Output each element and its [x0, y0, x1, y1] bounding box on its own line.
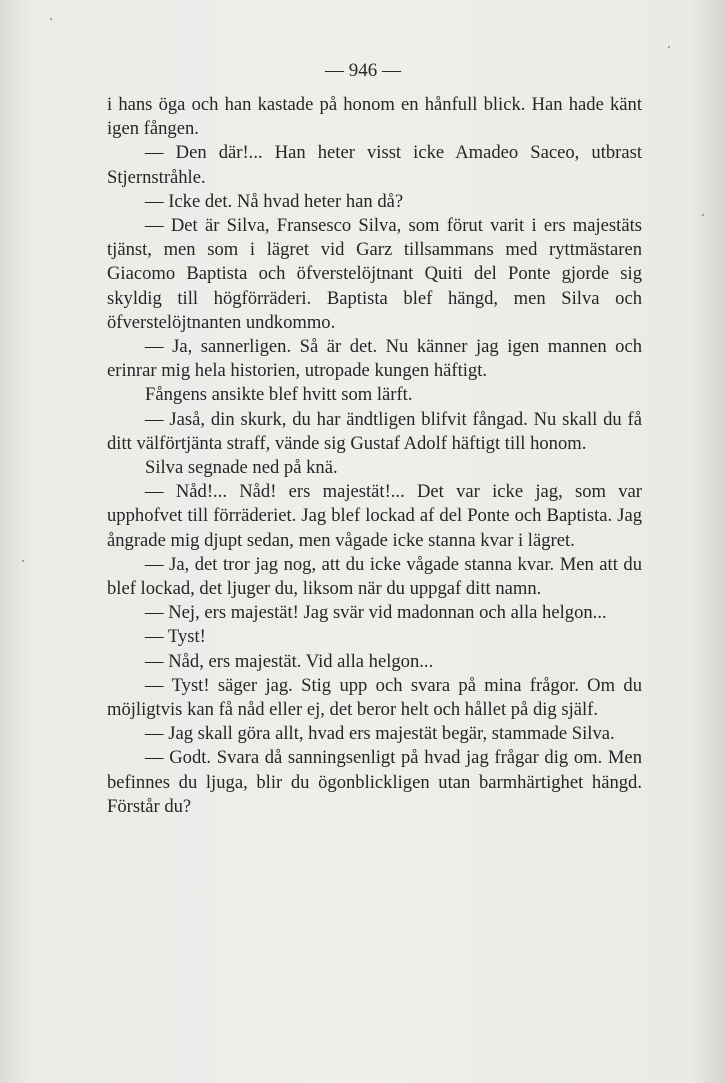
paragraph: — Nej, ers majestät! Jag svär vid madonnan och alla helgon... — [145, 602, 607, 624]
page-speck — [50, 18, 52, 20]
paragraph: — Jaså, din skurk, du har ändtligen blifvit fångad. Nu skall du få ditt välförtjänta straff, vände sig Gustaf Adolf häftigt till honom. — [107, 408, 642, 454]
paragraph: — Icke det. Nå hvad heter han då? — [145, 190, 404, 212]
body-text — [107, 93, 642, 819]
paragraph: — Godt. Svara då sanningsenligt på hvad jag frågar dig om. Men befinnes du ljuga, blir du ögonblickligen utan barmhärtighet hängd. Förstår du? — [107, 747, 642, 817]
paragraph: Fångens ansikte blef hvitt som lärft. — [145, 384, 413, 406]
paragraph: — Ja, det tror jag nog, att du icke vågade stanna kvar. Men att du blef lockad, det ljuger du, liksom när du uppgaf ditt namn. — [107, 553, 642, 600]
paragraph: — Nåd, ers majestät. Vid alla helgon... — [145, 650, 434, 672]
paragraph: i hans öga och han kastade på honom en hånfull blick. Han hade känt igen fången. — [107, 94, 642, 140]
paragraph: — Jag skall göra allt, hvad ers majestät begär, stammade Silva. — [145, 723, 615, 745]
paragraph: — Nåd!... Nåd! ers majestät!... Det var icke jag, som var upphofvet till förräderiet. Jag blef lockad af del Ponte och Baptista. Jag ångrade mig djupt sedan, men vågade icke stanna kvar i lägret. — [107, 481, 642, 551]
page-speck — [22, 560, 24, 562]
paragraph: — Det är Silva, Fransesco Silva, som förut varit i ers majestäts tjänst, men som i lägret vid Garz tillsammans med ryttmästaren Giacomo Baptista och öfverstelöjtnant Quiti del Ponte gjorde sig skyldig till högförräderi. Baptista blef hängd, men Silva och öfverstelöjtnanten undkommo. — [107, 215, 642, 333]
paragraph: — Tyst! säger jag. Stig upp och svara på mina frågor. Om du möjligtvis kan få nåd eller ej, det beror helt och hållet på dig själf. — [107, 674, 642, 721]
page-speck — [668, 46, 670, 48]
paragraph: — Tyst! — [145, 626, 206, 648]
page-speck — [702, 214, 704, 216]
paragraph: Silva segnade ned på knä. — [145, 457, 338, 479]
paragraph: — Ja, sannerligen. Så är det. Nu känner jag igen mannen och erinrar mig hela historien, utropade kungen häftigt. — [107, 336, 642, 382]
page-number: — 946 — — [325, 60, 401, 81]
paragraph: — Den där!... Han heter visst icke Amadeo Saceo, utbrast Stjernstråhle. — [107, 142, 642, 188]
